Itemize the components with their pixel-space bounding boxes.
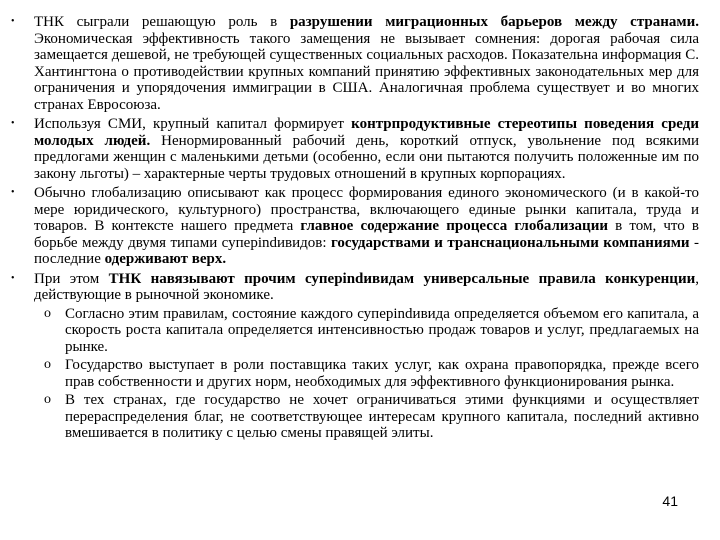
list-item [10,116,699,182]
sub-bullet-icon: o [44,392,51,407]
paragraph: Используя СМИ, крупный капитал формирует контрпродуктивные стереотипы поведения среди молодых людей. Ненормированный рабочий день, короткий отпуск, увольнение под всякими предлогами женщин с маленькими детьми (особенно, если они пытаются получить положенные им по закону льготы) – характерные черты трудовых отношений в крупных корпорациях. [34,116,700,182]
sub-paragraph: Государство выступает в роли поставщика таких услуг, как охрана правопорядка, прежде всего прав собственности и других норм, необходимых для эффективного функционирования рынка. [65,357,699,390]
bullet-icon: • [11,118,15,129]
bullet-icon: • [11,16,15,27]
sub-list [34,306,699,442]
bullet-icon: • [11,272,15,284]
sub-bullet-icon: o [44,305,51,321]
bullet-list [10,14,699,445]
sub-paragraph: Согласно этим правилам, состояние каждого суперindивида определяется объемом его капитала, а скорость роста капитала определяется интенсивностью продаж товаров и услуг, предлагаемых на рынке. [65,305,699,355]
paragraph: При этом ТНК навязывают прочим суперindивидам универсальные правила конкуренции, действующие в рыночной экономике. [34,270,699,303]
sub-list-item [34,392,699,442]
paragraph: ТНК сыграли решающую роль в разрушении миграционных барьеров между странами. Экономическая эффективность такого замещения не вызывает сомнения: дорогая рабочая сила замещается дешевой, не требующей существенных социальных расходов. Показательна информация С. Хантингтона о противодействии крупных компаний принятию эффективных законодательных мер для ограничения и упорядочения иммиграции в США. Аналогичная проблема существует и во многих странах Евросоюза. [34,14,699,113]
sub-bullet-icon: o [44,357,51,372]
page-number: 41 [662,492,678,509]
paragraph: Обычно глобализацию описывают как процесс формирования единого экономического (и в какой-то мере юридического, культурного) пространства, включающего единые рынки капитала, труда и товаров. В контексте нашего предмета главное содержание процесса глобализации в том, что в борьбе между двумя типами суперindивидов: государствами и транснациональными компаниями - последние одерживают верх. [34,185,700,267]
list-item [10,271,699,442]
bullet-icon: • [11,187,15,198]
sub-list-item [34,306,699,356]
sub-list-item [34,357,699,390]
list-item [10,14,699,113]
list-item [10,185,699,268]
sub-paragraph: В тех странах, где государство не хочет ограничиваться этими функциями и осуществляет перераспределения благ, не соответствующее интересам крупного капитала, последний активно вмешивается в политику с целью смены правящей элиты. [65,392,699,441]
